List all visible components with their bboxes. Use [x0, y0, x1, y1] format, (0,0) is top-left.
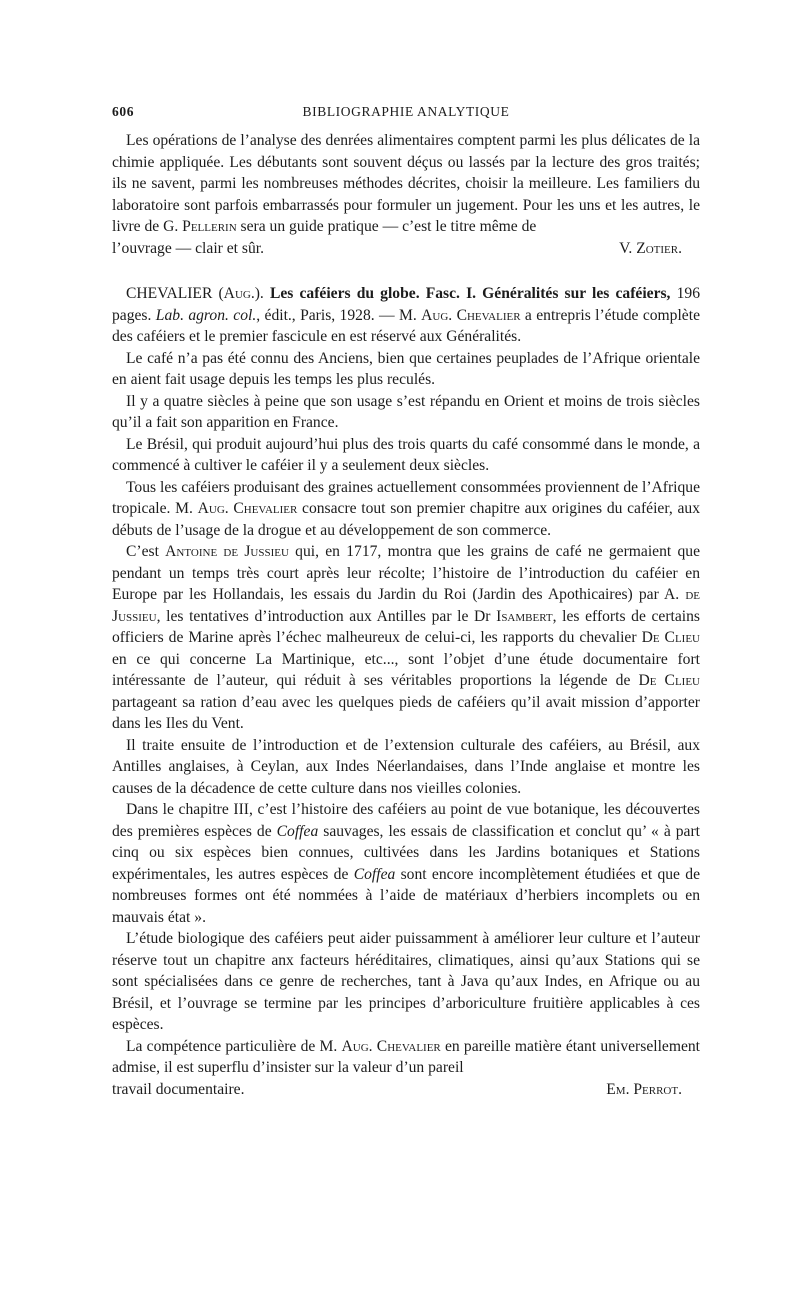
entry-title: Les caféiers du globe. Fasc. I. Généralités sur les caféiers,: [269, 285, 671, 302]
review-paragraph: Tous les caféiers produisant des graines actuellement consommées proviennent de l’Afrique tropicale. M. Aug. Chevalier consacre tout son premier chapitre aux origines du caféier, aux débuts de l’usage de la drogue et au développement de son commerce.: [112, 478, 700, 539]
review-paragraph: Dans le chapitre III, c’est l’histoire des caféiers au point de vue botanique, les découvertes des premières espèces de Coffea sauvages, les essais de classification et conclut qu’ « à part cinq ou six espèces bien connues, cultivées dans les Jardins botaniques et Stations expérimentales, les autres espèces de Coffea sont encore incomplètement étudiées et que de nombreuses formes ont été nommées à l’aide de matériaux d’herbiers incomplets ou en mauvais état ».: [112, 801, 701, 926]
review-paragraph: Le café n’a pas été connu des Anciens, bien que certaines peuplades de l’Afrique orientale en aient fait usage depuis les temps les plus reculés.: [112, 349, 700, 388]
review-pellerin: [112, 130, 700, 259]
closing-text: travail documentaire.: [112, 1080, 245, 1098]
review-paragraph: C’est Antoine de Jussieu qui, en 1717, montra que les grains de café ne germaient que pendant un temps très court après leur récolte; l’histoire de l’introduction du caféier en Europe par les Hollandais, les essais du Jardin du Roi (Jardin des Apothicaires) par A. de Jussieu, les tentatives d’introduction aux Antilles par le Dr Isambert, les efforts de certains officiers de Marine après l’échec malheureux de celui-ci, les rapports du chevalier De Clieu en ce qui concerne La Martinique, etc..., sont l’objet d’une étude documentaire fort intéressante de l’auteur, qui réduit à ses véritables proportions la légende de De Clieu partageant sa ration d’eau avec les quelques pieds de caféiers qu’il avait mission d’apporter dans les Iles du Vent.: [112, 543, 701, 732]
entry-publisher: Lab. agron. col.: [155, 306, 257, 324]
review-closing-line: [112, 1079, 700, 1101]
review-closing-line: [112, 238, 700, 260]
author-reference: G. Pellerin: [163, 218, 237, 235]
review-paragraph: Il traite ensuite de l’introduction et de l’extension culturale des caféiers, au Brésil, aux Antilles anglaises, à Ceylan, aux Indes Néerlandaises, dans l’Inde anglaise et montre les causes de la décadence de cette culture dans nos vieilles colonies.: [112, 736, 700, 797]
review-paragraph: La compétence particulière de M. Aug. Chevalier en pareille matière étant universellement admise, il est superflu d’insister sur la valeur d’un pareil: [112, 1037, 701, 1076]
closing-text: l’ouvrage — clair et sûr.: [112, 239, 264, 257]
reviewer-signature: Em. Perrot.: [606, 1080, 682, 1098]
review-paragraph: L’étude biologique des caféiers peut aider puissamment à améliorer leur culture et l’auteur réserve tout un chapitre anx facteurs héréditaires, climatiques, ainsi qu’aux Stations qui se sont spécialisées dans ce genre de recherches, tant à Java qu’aux Indes, en Afrique ou au Brésil, et l’ouvrage se termine par les principes d’arboriculture fruitière applicables à ces espèces.: [112, 930, 700, 1033]
review-paragraph: Il y a quatre siècles à peine que son usage s’est répandu en Orient et moins de trois siècles qu’il a fait son apparition en France.: [112, 392, 700, 431]
review-chevalier: [112, 283, 700, 1100]
reviewer-signature: V. Zotier.: [619, 239, 682, 257]
entry-author: CHEVALIER: [126, 285, 213, 302]
running-title: BIBLIOGRAPHIE ANALYTIQUE: [302, 104, 510, 119]
running-head: [112, 104, 700, 130]
page: [112, 104, 700, 1100]
review-paragraph: Les opérations de l’analyse des denrées alimentaires comptent parmi les plus délicates de la chimie appliquée. Les débutants sont souvent déçus ou lassés par la lecture des gros traités; ils ne savent, parmi les nombreuses méthodes décrites, choisir la meilleure. Les familiers du laboratoire sont parfois embarrassés pour formuler un jugement. Pour les uns et les autres, le livre de G. Pellerin sera un guide pratique — c’est le titre même de: [112, 132, 700, 235]
page-number: 606: [112, 104, 135, 119]
review-paragraph: Le Brésil, qui produit aujourd’hui plus des trois quarts du café consommé dans le monde, a commencé à cultiver le caféier il y a seulement deux siècles.: [112, 435, 700, 474]
bibliographic-entry: CHEVALIER (Aug.). Les caféiers du globe. Fasc. I. Généralités sur les caféiers, 196 pages. Lab. agron. col., édit., Paris, 1928. — M. Aug. Chevalier a entrepris l’étude complète des caféiers et le premier fascicule en est réservé aux Généralités.: [112, 285, 700, 345]
